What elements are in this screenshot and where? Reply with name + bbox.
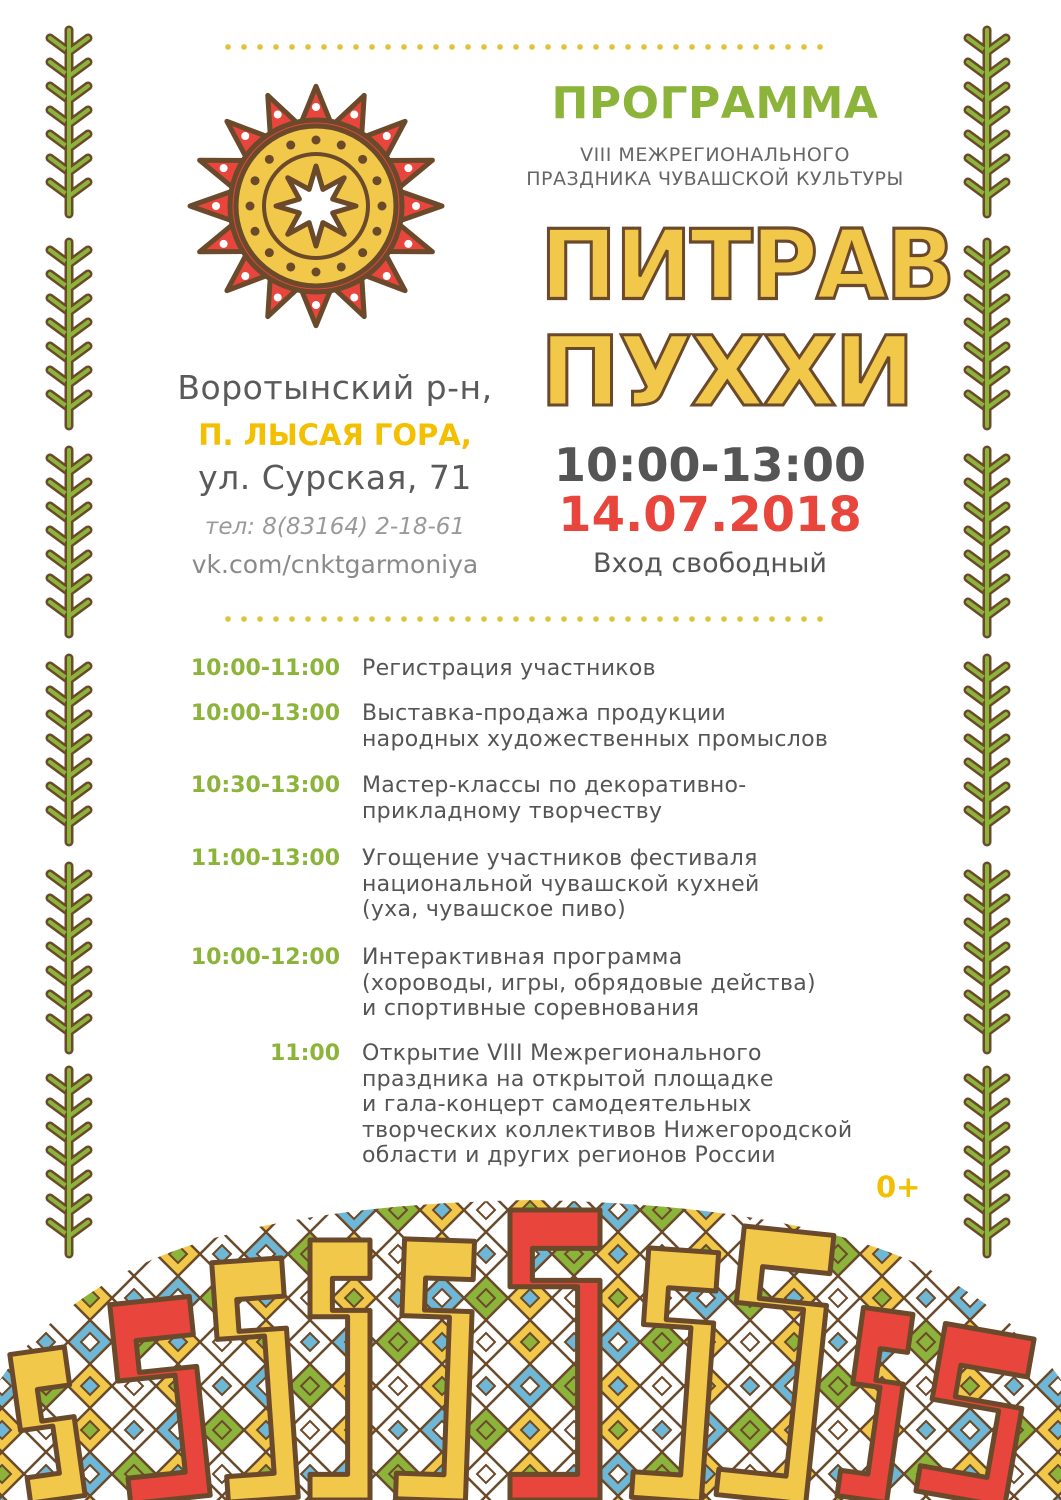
fir-branch-icon [962,652,1012,848]
fir-branch-icon [44,860,94,1056]
fir-branch-icon [962,860,1012,1056]
schedule-description-line: прикладному творчеству [362,798,663,824]
schedule-time: 10:30-13:00 [190,773,340,798]
schedule-description-line: праздника на открытой площадке [362,1066,774,1092]
fir-branch-icon [962,236,1012,432]
schedule-description-line: и спортивные соревнования [362,996,700,1021]
schedule-description [362,945,922,1022]
schedule-description-line: национальной чувашской кухней [362,871,760,897]
event-time: 10:00-13:00 [554,438,866,492]
address-district: Воротынский р-н, [177,368,493,407]
schedule-description [362,846,922,923]
schedule-time: 11:00 [269,1041,340,1066]
schedule-description-line: Выставка-продажа продукции [362,701,727,726]
schedule-description [362,656,922,682]
fir-branch-icon [44,652,94,848]
schedule-description-line: (уха, чувашское пиво) [362,897,627,922]
schedule-time: 10:00-11:00 [190,656,340,681]
fir-branch-icon [44,444,94,640]
schedule-description [362,1041,922,1169]
fir-branch-icon [44,24,94,220]
schedule-description-line: (хороводы, игры, обрядовые действа) [362,970,816,996]
fir-branch-icon [44,236,94,432]
top-dotted-divider [220,44,824,50]
schedule-description [362,701,922,752]
middle-dotted-divider [220,616,824,622]
schedule-time: 10:00-13:00 [190,701,340,726]
festival-name-line-1: ПИТРАВ [540,209,954,322]
schedule-description-line: творческих коллективов Нижегородской [362,1117,853,1143]
schedule-time: 11:00-13:00 [190,846,340,871]
fir-branch-icon [962,444,1012,640]
website-link[interactable]: vk.com/cnktgarmoniya [191,550,479,579]
schedule-time: 10:00-12:00 [190,945,340,970]
schedule-description [362,773,922,824]
schedule-description-line: народных художественных промыслов [362,726,829,752]
schedule-description-line: Регистрация участников [362,656,656,681]
subtitle-line-2: ПРАЗДНИКА ЧУВАШСКОЙ КУЛЬТУРЫ [526,168,904,190]
age-rating-badge: 0+ [876,1170,921,1204]
chuvash-pattern-ornament [0,1200,1061,1500]
fir-branch-icon [962,24,1012,220]
event-date: 14.07.2018 [558,487,862,543]
address-street: ул. Сурская, 71 [198,458,472,497]
festival-name-line-2: ПУХХИ [540,316,913,428]
schedule-description-line: Открытие VIII Межрегионального [362,1041,762,1066]
chuvash-sun-ornament-icon [180,80,452,332]
program-heading: ПРОГРАММА [551,78,879,129]
address-village: П. ЛЫСАЯ ГОРА, [198,418,472,452]
entry-info: Вход свободный [593,548,827,579]
schedule-description-line: Угощение участников фестиваля [362,846,758,871]
schedule-description-line: области и других регионов России [362,1143,776,1168]
schedule-description-line: и гала-концерт самодеятельных [362,1092,752,1117]
subtitle-line-1: VIII МЕЖРЕГИОНАЛЬНОГО [580,144,850,166]
schedule-description-line: Интерактивная программа [362,945,683,970]
phone-number: тел: 8(83164) 2-18-61 [204,514,466,540]
schedule-description-line: Мастер-классы по декоративно- [362,773,747,798]
